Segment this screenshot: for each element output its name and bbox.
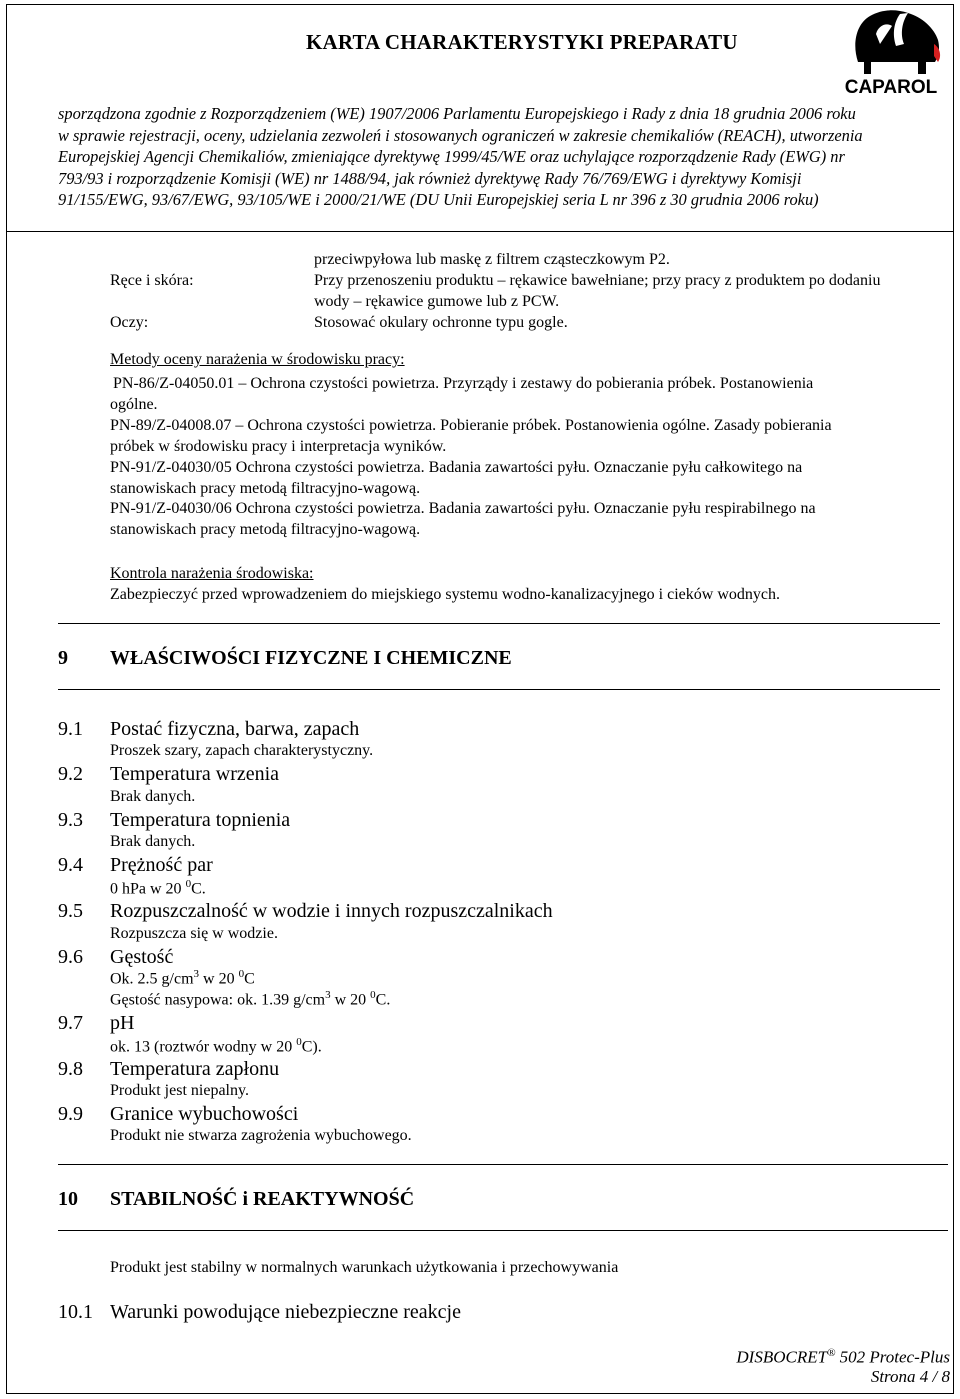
regulation-line-5: 91/155/EWG, 93/67/EWG, 93/105/WE i 2000/21/WE (DU Unii Europejskiej seria L nr 396 z 30 grudnia 2006 roku) [58, 190, 819, 209]
subsection-title: pH [110, 1012, 135, 1034]
section-9-title: WŁAŚCIWOŚCI FIZYCZNE I CHEMICZNE [110, 647, 512, 669]
subsection-title: Rozpuszczalność w wodzie i innych rozpuszczalnikach [110, 900, 553, 922]
subsection-text: Brak danych. [110, 833, 196, 850]
subsection-number: 10.1 [58, 1301, 93, 1323]
subsection-title: Granice wybuchowości [110, 1103, 299, 1125]
subsection-number: 9.5 [58, 900, 83, 922]
caparol-logo [838, 4, 944, 100]
env-control-heading: Kontrola narażenia środowiska: [110, 565, 314, 582]
subsection-number: 9.9 [58, 1103, 83, 1125]
section-10-number: 10 [58, 1188, 78, 1210]
subsection-text: Rozpuszcza się w wodzie. [110, 925, 278, 942]
hands-skin-text-1: Przy przenoszeniu produktu – rękawice bawełniane; przy pracy z produktem po dodaniu [314, 272, 881, 289]
subsection-text: 0 hPa w 20 $^0$C. [110, 878, 206, 898]
section-9-number: 9 [58, 647, 68, 669]
method-line: ogólne. [110, 396, 158, 413]
method-line: stanowiskach pracy metodą filtracyjno-wagową. [110, 521, 421, 538]
subsection-number: 9.3 [58, 809, 83, 831]
subsection-title: Temperatura topnienia [110, 809, 291, 831]
section-rule [58, 1230, 948, 1231]
subsection-title: Warunki powodujące niebezpieczne reakcje [110, 1301, 461, 1323]
subsection-number: 9.4 [58, 854, 83, 876]
header-separator [6, 231, 954, 232]
method-line: PN-86/Z-04050.01 – Ochrona czystości powietrza. Przyrządy i zestawy do pobierania próbek. Postanowienia [113, 375, 814, 392]
hands-skin-label: Ręce i skóra: [110, 272, 194, 289]
subsection-number: 9.1 [58, 718, 83, 740]
subsection-number: 9.8 [58, 1058, 83, 1080]
regulation-line-3: Europejskiej Agencji Chemikaliów, zmieniające dyrektywę 1999/45/WE oraz uchylające rozporządzenie Rady (EWG) nr [58, 147, 845, 166]
methods-heading: Metody oceny narażenia w środowisku pracy: [110, 351, 405, 368]
method-line: stanowiskach pracy metodą filtracyjno-wagową. [110, 480, 421, 497]
section-rule [58, 1164, 948, 1165]
eyes-text: Stosować okulary ochronne typu gogle. [314, 314, 568, 331]
subsection-text: Gęstość nasypowa: ok. 1.39 $g/cm^3$ w 20 $^0$C. [110, 989, 391, 1009]
page-frame [6, 4, 954, 1394]
eyes-label: Oczy: [110, 314, 149, 331]
subsection-text: Brak danych. [110, 788, 196, 805]
hands-skin-text-2: wody – rękawice gumowe lub z PCW. [314, 293, 560, 310]
method-line: PN-91/Z-04030/05 Ochrona czystości powietrza. Badania zawartości pyłu. Oznaczanie pyłu całkowitego na [110, 459, 803, 476]
footer-page-number: Strona 4 / 8 [870, 1367, 950, 1386]
subsection-number: 9.2 [58, 763, 83, 785]
footer-product-name: DISBOCRET® 502 Protec-Plus [736, 1347, 950, 1367]
subsection-text: Ok. 2.5 $g/cm^3$ w 20 $^0$C [110, 968, 255, 988]
section-rule [58, 689, 940, 690]
section-rule [58, 623, 940, 624]
subsection-title: Prężność par [110, 854, 213, 876]
subsection-text: ok. 13 (roztwór wodny w 20 $^0$C). [110, 1036, 322, 1056]
respiratory-protection-continuation: przeciwpyłowa lub maskę z filtrem cząsteczkowym P2. [314, 251, 670, 268]
regulation-line-2: w sprawie rejestracji, oceny, udzielania zezwoleń i stosowanych ograniczeń w zakresie chemikaliów (REACH), utworzenia [58, 125, 863, 145]
subsection-title: Gęstość [110, 946, 174, 968]
subsection-text: Produkt jest niepalny. [110, 1082, 249, 1099]
document-title: KARTA CHARAKTERYSTYKI PREPARATU [306, 30, 738, 54]
regulation-line-1: sporządzona zgodnie z Rozporządzeniem (WE) 1907/2006 Parlamentu Europejskiego i Rady z dnia 18 grudnia 2006 roku [58, 104, 856, 123]
section-10-text: Produkt jest stabilny w normalnych warunkach użytkowania i przechowywania [110, 1259, 619, 1276]
method-line: próbek w środowisku pracy i interpretacja wyników. [110, 438, 447, 455]
subsection-number: 9.6 [58, 946, 83, 968]
method-line: PN-89/Z-04008.07 – Ochrona czystości powietrza. Pobieranie próbek. Postanowienia ogólne. Zasady pobierania [110, 417, 832, 434]
svg-text:CAPAROL: CAPAROL [844, 77, 938, 98]
subsection-text: Proszek szary, zapach charakterystyczny. [110, 742, 374, 759]
method-line: PN-91/Z-04030/06 Ochrona czystości powietrza. Badania zawartości pyłu. Oznaczanie pyłu respirabilnego na [110, 500, 816, 517]
subsection-number: 9.7 [58, 1012, 83, 1034]
regulation-line-4: 793/93 i rozporządzenie Komisji (WE) nr 1488/94, jak również dyrektywę Rady 76/769/EWG i dyrektywy Komisji [58, 168, 802, 188]
subsection-title: Postać fizyczna, barwa, zapach [110, 718, 360, 740]
subsection-title: Temperatura wrzenia [110, 763, 280, 785]
env-control-text: Zabezpieczyć przed wprowadzeniem do miejskiego systemu wodno-kanalizacyjnego i cieków wodnych. [110, 586, 780, 603]
section-10-title: STABILNOŚĆ i REAKTYWNOŚĆ [110, 1188, 415, 1210]
subsection-text: Produkt nie stwarza zagrożenia wybuchowego. [110, 1127, 412, 1144]
subsection-title: Temperatura zapłonu [110, 1058, 280, 1080]
